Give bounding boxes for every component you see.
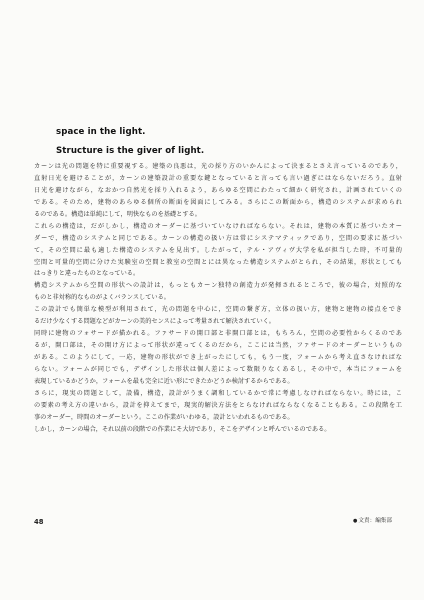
- body-line: 表現しているかどうか，フォームを最も完全に近い形にできたかどうか検討するからである。: [34, 377, 294, 385]
- body-line: この設計でも簡単な模型が利用されて，光の問題を中心に，空間の繋ぎ方，立体の扱い方，建物と建物の接点をでき: [34, 306, 402, 314]
- credit-text: 文責：編集部: [358, 518, 392, 524]
- body-line: ものと非対称的なものがよくバランスしている。: [34, 294, 170, 302]
- body-line: しかし，カーンの場合，それ以前の段階での作業にそ大切であり，そこをデザインと呼んでいるのである。: [34, 425, 331, 433]
- body-line: るのである。構造は単純にして，明快なものを基礎とする。: [34, 210, 201, 218]
- credit-line: [353, 516, 392, 524]
- body-line: らない。フォームが同じでも，デザインした形状は個人差によって数限りなくあるし，その中で，本当にフォームを: [34, 365, 402, 373]
- credit-bullet: ●: [353, 518, 358, 524]
- body-line: これらの構造は，だがしかし，構造のオーダーに基づいていなければならない。それは，建物の本質に基づいたオー: [34, 222, 402, 230]
- body-line: 構造システムから空間の形状への設計は，もっともカーン独特の創造力が発揮されるところで，彼の場合，対照的な: [34, 282, 402, 290]
- body-line: 日光を避けながら，なおかつ自然光を採り入れるよう，あらゆる空間にわたって細かく研究され，計画されていくの: [34, 186, 402, 194]
- body-text: [34, 161, 402, 436]
- body-line: さらに，現実の問題として，設備，構造，設計がうまく調和しているかで常に考慮しなければならない。時には，こ: [34, 389, 402, 397]
- body-line: て，その空間に最も適した構造のシステムを見出す。したがって，テル・アヴィヴ大学を私が担当した時，不可量的: [34, 246, 402, 254]
- page-number: 48: [34, 518, 44, 526]
- body-line: ダーで，構造のシステムと同じである。カーンの構造の扱い方は常にシステマティックであり，空間の要求に基づい: [34, 234, 402, 242]
- headline-line-1: space in the light.: [56, 127, 146, 137]
- body-line: 直射日光を避けることが，カーンの建築設計の重要な鍵となっていると言っても言い過ぎにはならないだろう。直射: [34, 174, 402, 182]
- body-line: はっきりと違ったものとなっている。: [34, 270, 140, 278]
- body-line: の要素の考え方の違いから，設計を抑えてまで，現実的解決方法をとらなければならなくなることもある。この段階を工: [34, 401, 402, 409]
- headline-line-2: Structure is the giver of light.: [56, 146, 205, 156]
- body-line: 同時に建物のフォサードが描かれる。ファサードの開口部と非開口部とは，もちろん，空間の必要性からくるのであ: [34, 330, 402, 338]
- body-line: るだけ少なくする問題などがカーンの美的センスによって考量されて解決されていく。: [34, 318, 275, 326]
- body-line: である。そのため，建物のあらゆる個所の断面を図面にしてみる。さらにこの断面から，構造のシステムが求められ: [34, 198, 402, 206]
- body-line: がある。このようにして，一応，建物の形状ができ上がったにしても，もう一度，フォームから考え直さなければな: [34, 354, 402, 361]
- headline: [56, 127, 204, 165]
- body-line: るが，開口部は，その開け方によって形状が違ってくるのだから，ここには当然，ファサードのオーダーというもの: [34, 342, 402, 350]
- body-line: 空間と可量的空間に分けた実験室の空間と教室の空間とには異なった構造システムがとられ，その結果，形状としても: [34, 258, 402, 266]
- body-line: カーンは光の問題を特に重要視する。建築の良悪は，光の採り方のいかんによって決まるとさえ言っているのであり，: [34, 163, 402, 170]
- body-line: 事のオーダー，時間のオーダーという。ここの作業がいわゆる，設計といわれるものである。: [34, 413, 294, 421]
